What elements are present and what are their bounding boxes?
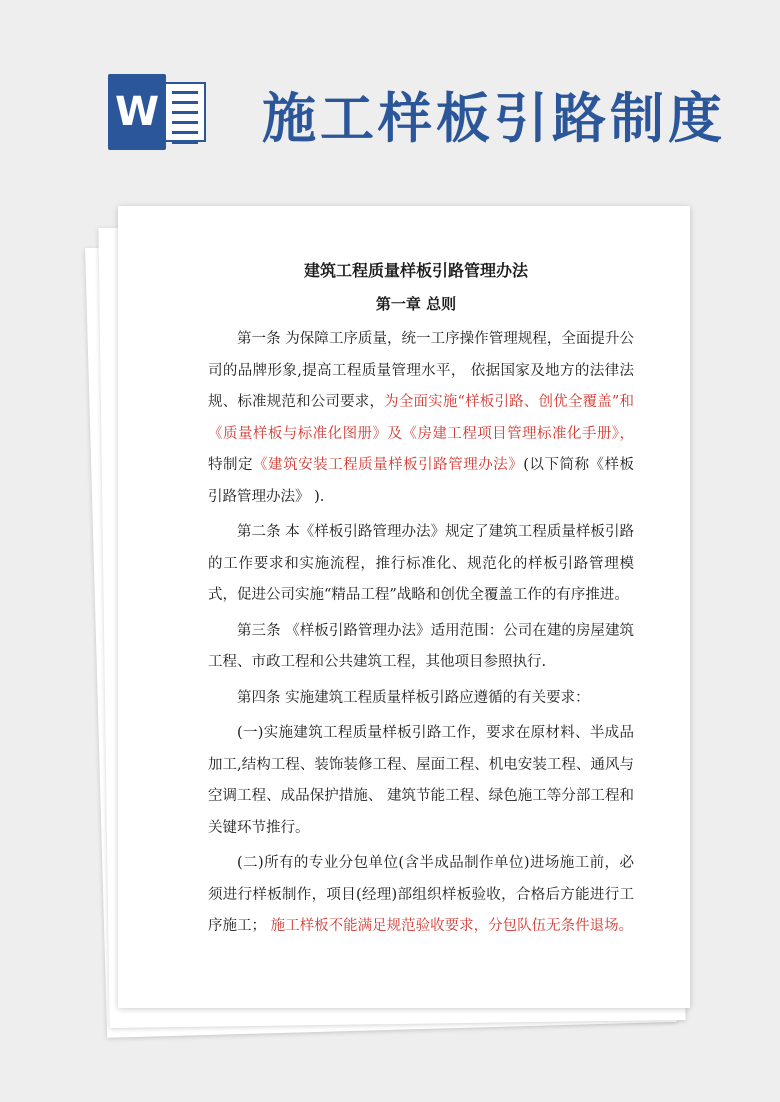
article-1-text-2: 特制定 [208,457,254,473]
article-4: 第四条 实施建筑工程质量样板引路应遵循的有关要求： [237,689,590,706]
list-item-2 [208,848,634,943]
article-3: 第三条 《样板引路管理办法》适用范围：公司在建的房屋建筑工程、市政工程和公共建筑工程，其他项目参照执行. [208,622,634,670]
document-page [118,206,690,1008]
article-1-text: 第一条 为保障工序质量，统一工序操作管理规程，全面提升公司的品牌形象,提高工程质量管理水平， 依据国家及地方的法律法规、标准规范和公司要求， [208,331,634,410]
article-2: 第二条 本《样板引路管理办法》规定了建筑工程质量样板引路的工作要求和实施流程，推行标准化、规范化的样板引路管理模式，促进公司实施“精品工程”战略和创优全覆盖工作的有序推进。 [208,524,634,603]
article-1-highlight: 为全面实施“样板引路、创优全覆盖”和《质量样板与标准化图册》及《房建工程项目管理标准化手册》， [208,394,634,442]
article-1-text-3: (以下简称《样板引路管理办法》 ). [208,457,635,505]
word-letter-icon: W [108,74,166,150]
header-title: 施工样板引路制度 [262,87,726,150]
chapter-heading: 第一章 总则 [375,295,457,313]
document-title: 建筑工程质量样板引路管理办法 [303,261,528,280]
list-item-2-highlight: 施工样板不能满足规范验收要求，分包队伍无条件退场。 [270,918,634,934]
list-item-1: (一)实施建筑工程质量样板引路工作，要求在原材料、半成品加工,结构工程、装饰装修工程、屋面工程、机电安装工程、通风与空调工程、成品保护措施、 建筑节能工程、绿色施工等分部工程和关键环节推行。 [208,725,634,836]
article-1-highlight-2: 《建筑安装工程质量样板引路管理办法》 [253,457,524,473]
word-logo [108,70,208,154]
article-1 [208,324,634,513]
list-item-2-text: (二)所有的专业分包单位(含半成品制作单位)进场施工前，必须进行样板制作，项目(经理)部组织样板验收，合格后方能进行工序施工； [208,855,634,934]
